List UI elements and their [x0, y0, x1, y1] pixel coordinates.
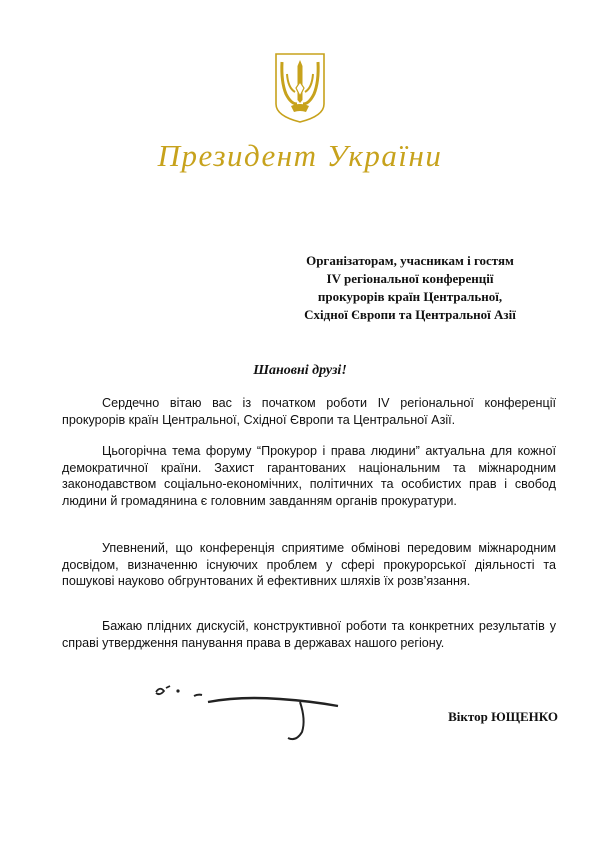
body-paragraph: Упевнений, що конференція сприятиме обмінові передовим міжнародним досвідом, визначенню існуючих проблем у сфері прокурорської діяльності та пошукові науково обгрунтованих й ефективних шляхів їх розв’язання. — [62, 541, 556, 589]
addressee-block — [268, 252, 552, 324]
addressee-line: IV регіональної конференції — [326, 271, 494, 286]
signer-name: Віктор ЮЩЕНКО — [448, 709, 558, 724]
ukraine-trident-icon — [273, 52, 327, 124]
addressee-line: Організаторам, учасникам і гостям — [306, 253, 514, 268]
body-paragraph: Цьогорічна тема форуму “Прокурор і права людини” актуальна для кожної демократичної країни. Захист гарантованих національним та міжнародним законодавством соціально-економічних, політичних та особистих прав і свобод людини й громадянина є головним завданням органів прокуратури. — [62, 444, 556, 508]
handwritten-signature — [150, 682, 340, 744]
addressee-line: Східної Європи та Центральної Азії — [304, 307, 516, 322]
addressee-line: прокурорів країн Центральної, — [317, 289, 503, 304]
letterhead-title: Президент України — [157, 138, 443, 173]
salutation: Шановні друзі! — [253, 363, 347, 378]
body-paragraph: Сердечно вітаю вас із початком роботи IV регіональної конференції прокурорів країн Центральної, Східної Європи та Центральної Азії. — [62, 396, 556, 427]
body-paragraph: Бажаю плідних дискусій, конструктивної роботи та конкретних результатів у справі утвердження панування права в державах нашого регіону. — [62, 619, 556, 650]
